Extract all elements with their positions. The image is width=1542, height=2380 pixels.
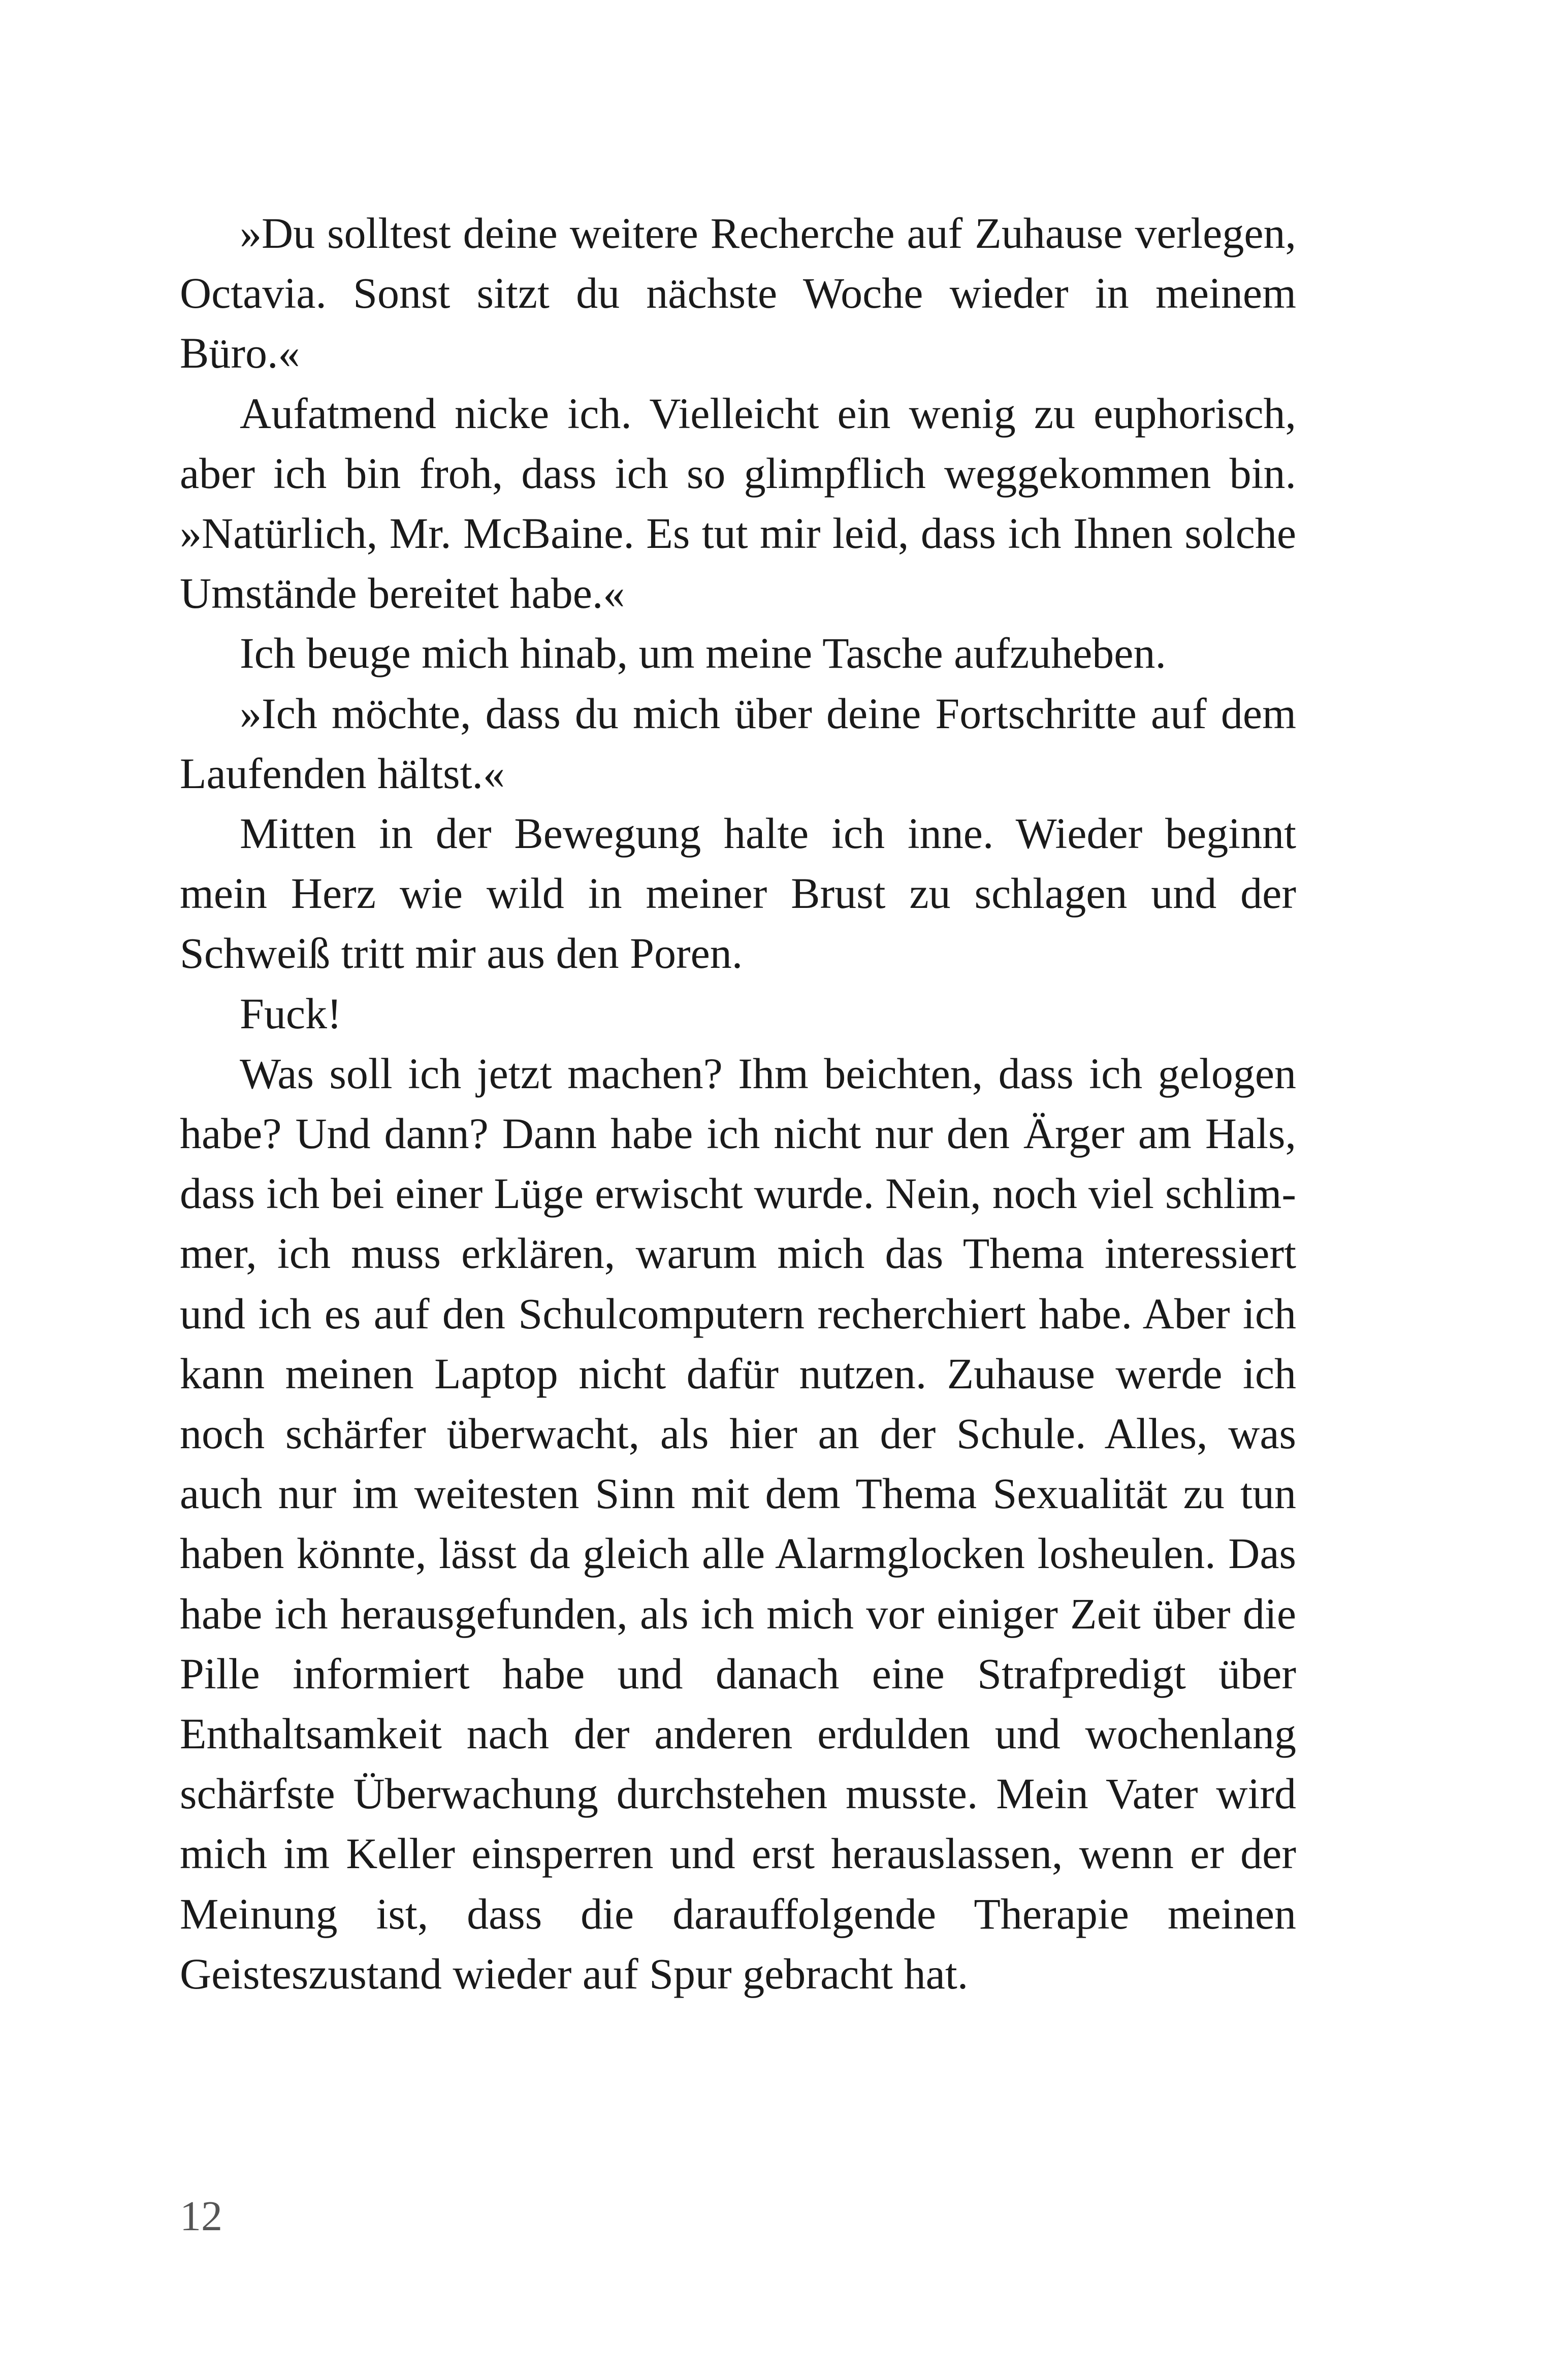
paragraph-7: Was soll ich jetzt machen? Ihm beichten, dass ich gelogen habe? Und dann? Dann habe ich nicht nur den Ärger am Hals, dass ich bei einer Lüge erwischt wurde. Nein, noch viel schlimmer, ich muss erklären, warum mich das Thema interessiert und ich es auf den Schulcomputern recherchiert habe. Aber ich kann meinen Laptop nicht dafür nutzen. Zuhause werde ich noch schärfer überwacht, als hier an der Schule. Alles, was auch nur im weitesten Sinn mit dem Thema Sexualität zu tun haben könnte, lässt da gleich alle Alarmglocken losheulen. Das habe ich herausgefunden, als ich mich vor einiger Zeit über die Pille informiert habe und danach eine Strafpredigt über Enthaltsamkeit nach der anderen erdulden und wochenlang schärfste Überwachung durchstehen musste. Mein Vater wird mich im Keller einsperren und erst herauslassen, wenn er der Meinung ist, dass die darauffolgende Therapie meinen Geisteszustand wieder auf Spur gebracht hat.: [180, 1049, 1296, 1998]
body-text: [180, 203, 1296, 2004]
page-number: 12: [180, 2193, 222, 2240]
paragraph-5: Mitten in der Bewegung halte ich inne. Wieder beginnt mein Herz wie wild in meiner Brust zu schlagen und der Schweiß tritt mir aus den Poren.: [180, 809, 1296, 978]
paragraph-1: »Du solltest deine weitere Recherche auf Zuhause verlegen, Octavia. Sonst sitzt du nächste Woche wieder in meinem Büro.«: [180, 209, 1296, 378]
paragraph-3: Ich beuge mich hinab, um meine Tasche aufzuheben.: [240, 629, 1166, 678]
paragraph-4: »Ich möchte, dass du mich über deine Fortschritte auf dem Laufenden hältst.«: [180, 689, 1296, 798]
paragraph-6: Fuck!: [240, 989, 342, 1038]
paragraph-2: Aufatmend nicke ich. Vielleicht ein wenig zu euphorisch, aber ich bin froh, dass ich so glimpflich weggekommen bin. »Natürlich, Mr. McBaine. Es tut mir leid, dass ich Ihnen solche Umstände bereitet habe.«: [180, 388, 1296, 618]
